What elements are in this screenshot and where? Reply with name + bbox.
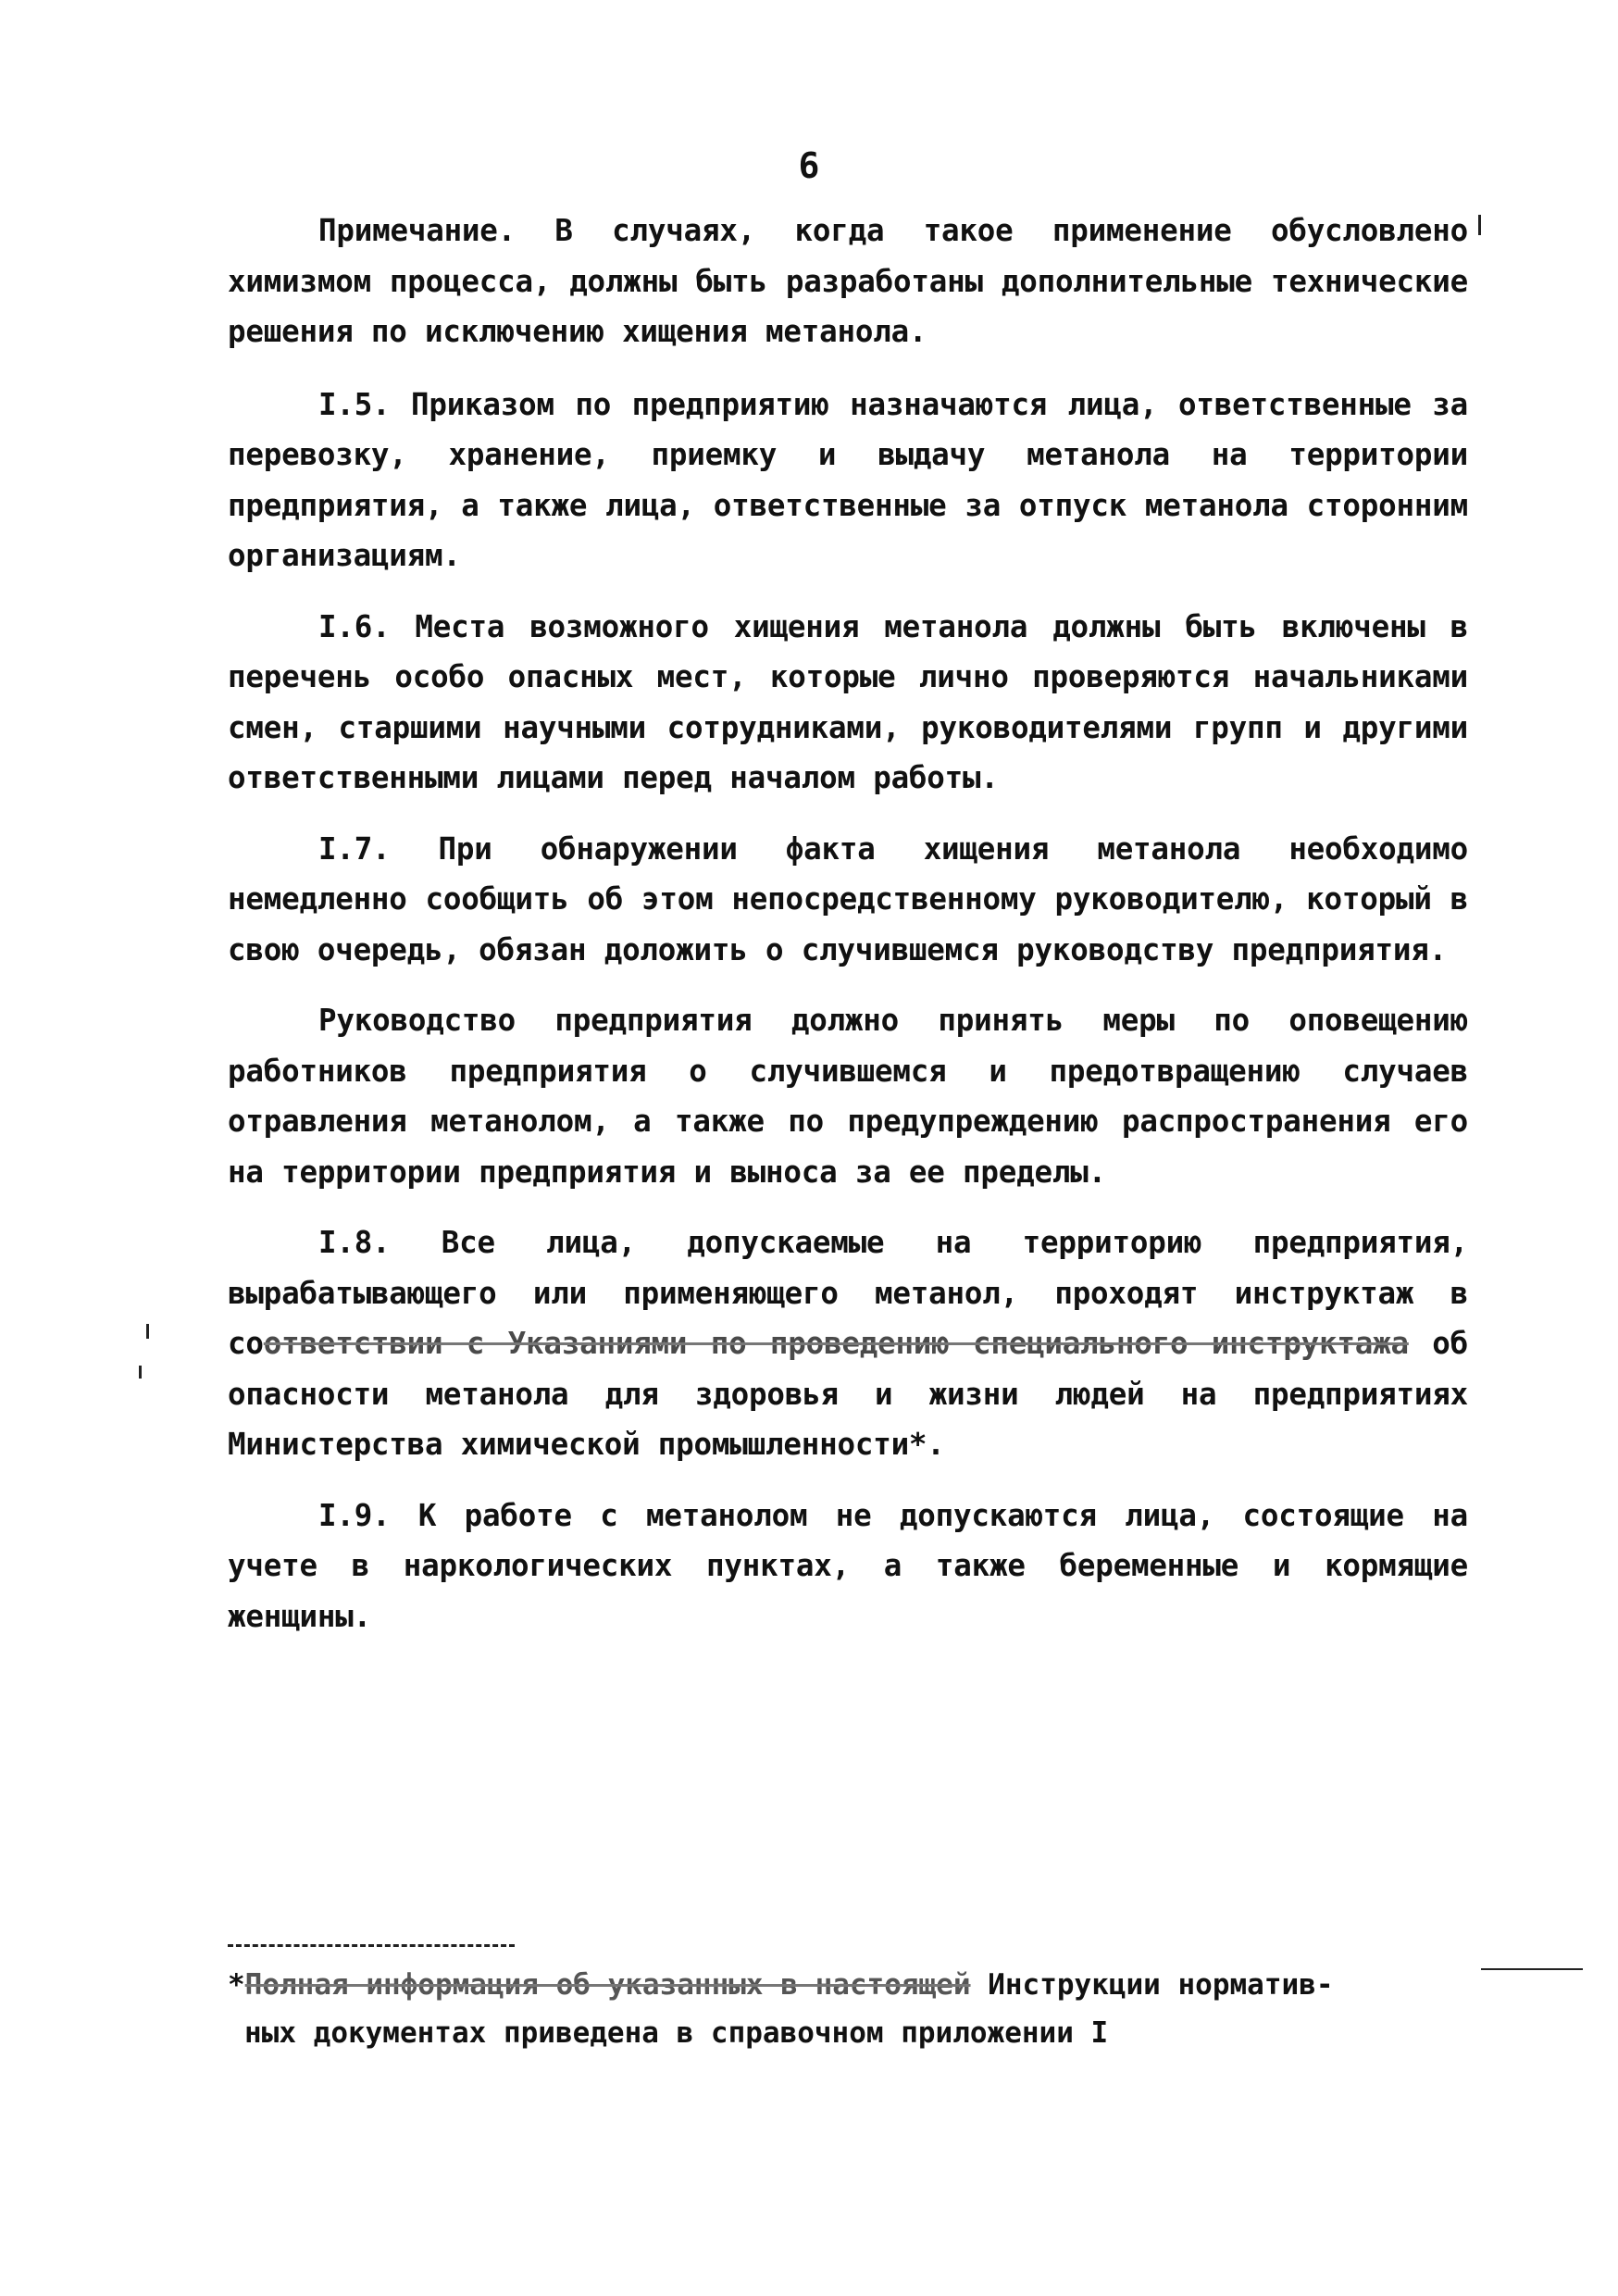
paragraph-1-8-end: об опасности метанола для здоровья и жизни людей на предприятиях Министерства химической промышленности*. <box>228 1326 1469 1462</box>
footnote-faded-text: Полная информация об указанных в настоящей <box>244 1968 971 2002</box>
paragraph-1-9: I.9. К работе с метанолом не допускаются лица, состоящие на учете в наркологических пунктах, а также беременные и кормящие женщины. <box>228 1497 1468 1634</box>
footnote <box>228 1961 1477 2057</box>
scan-mark <box>139 1366 142 1379</box>
footnote-line-1 <box>228 1961 1477 2009</box>
paragraph-1-6: I.6. Места возможного хищения метанола должны быть включены в перечень особо опасных мест, которые лично проверяются начальниками смен, старшими научными сотрудниками, руководителями групп и другими ответственными лицами перед началом работы. <box>228 608 1468 795</box>
paragraph-1-7: I.7. При обнаружении факта хищения метанола необходимо немедленно сообщить об этом непосредственному руководителю, который в свою очередь, обязан доложить о случившемся руководству предприятия. <box>228 830 1468 967</box>
paragraph-1-8-start: I.8. Все лица, допускаемые на территорию предприятия, вырабатывающего или применяющего метанол, проходят инструктаж в со <box>228 1225 1468 1361</box>
page-number: 6 <box>798 145 820 186</box>
footnote-line-1-rest: Инструкции норматив- <box>970 1968 1334 2002</box>
footnote-marker: * <box>228 1968 245 2002</box>
paragraph-1-8 <box>228 1217 1468 1470</box>
paragraph-1-7-continued: Руководство предприятия должно принять меры по оповещению работников предприятия о случившемся и предотвращению случаев отравления метанолом, а также по предупреждению распространения его на территории предприятия и выноса за ее пределы. <box>228 1003 1468 1190</box>
paragraph-1-5: I.5. Приказом по предприятию назначаются лица, ответственные за перевозку, хранение, приемку и выдачу метанола на территории предприятия, а также лица, ответственные за отпуск метанола сторонним организациям. <box>228 386 1468 573</box>
scan-mark <box>1481 1968 1583 1970</box>
note-paragraph: Примечание. В случаях, когда такое применение обусловлено химизмом процесса, должны быть разработаны дополнительные технические решения по исключению хищения метанола. <box>228 213 1468 349</box>
footnote-line-2: ных документах приведена в справочном приложении I <box>244 2016 1109 2050</box>
scan-mark <box>1478 215 1481 235</box>
footnote-rule <box>228 1944 515 1947</box>
page-body <box>228 206 1468 1662</box>
paragraph-1-8-faded: ответствии с Указаниями по проведению специального инструктажа <box>263 1326 1409 1361</box>
scan-mark <box>146 1324 149 1339</box>
